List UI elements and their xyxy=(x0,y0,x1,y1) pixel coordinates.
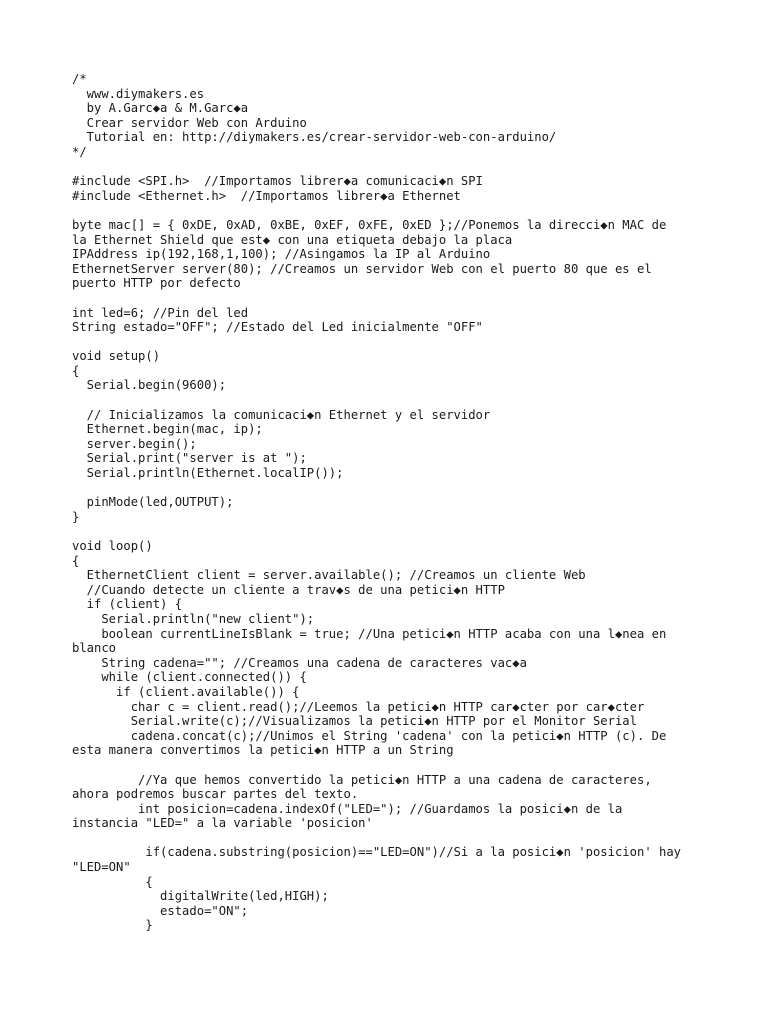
code-line: la Ethernet Shield que est◆ con una etiqueta debajo la placa xyxy=(72,232,513,247)
code-line xyxy=(72,758,696,773)
code-line: #include <SPI.h> //Importamos librer◆a comunicaci◆n SPI xyxy=(72,174,483,189)
code-line: boolean currentLineIsBlank = true; //Una petici◆n HTTP acaba con una l◆nea en xyxy=(72,626,667,641)
code-line xyxy=(72,160,696,175)
code-line: } xyxy=(72,918,153,933)
code-line: "LED=ON" xyxy=(72,860,131,875)
code-line xyxy=(72,481,696,496)
code-line: // Inicializamos la comunicaci◆n Ethernet y el servidor xyxy=(72,407,491,422)
code-line: char c = client.read();//Leemos la petici◆n HTTP car◆cter por car◆cter xyxy=(72,699,645,714)
code-line: void setup() xyxy=(72,349,161,364)
code-line: { xyxy=(72,874,153,889)
code-line: IPAddress ip(192,168,1,100); //Asingamos la IP al Arduino xyxy=(72,247,491,262)
code-line: Serial.print("server is at "); xyxy=(72,451,307,466)
code-line: digitalWrite(led,HIGH); xyxy=(72,889,329,904)
code-line: Serial.println("new client"); xyxy=(72,611,315,626)
code-line xyxy=(72,203,696,218)
code-line: by A.Garc◆a & M.Garc◆a xyxy=(72,101,249,116)
code-line xyxy=(72,524,696,539)
code-line: { xyxy=(72,553,80,568)
code-line: Tutorial en: http://diymakers.es/crear-servidor-web-con-arduino/ xyxy=(72,130,557,145)
code-line: void loop() xyxy=(72,539,153,553)
code-line: Serial.write(c);//Visualizamos la petici◆n HTTP por el Monitor Serial xyxy=(72,714,637,729)
code-line: if(cadena.substring(posicion)=="LED=ON")//Si a la posici◆n 'posicion' hay xyxy=(72,845,682,860)
code-line: Serial.begin(9600); xyxy=(72,378,227,393)
code-line: } xyxy=(72,509,80,524)
code-line: String estado="OFF"; //Estado del Led inicialmente "OFF" xyxy=(72,320,483,335)
code-line: //Cuando detecte un cliente a trav◆s de una petici◆n HTTP xyxy=(72,582,505,597)
code-line: //Ya que hemos convertido la petici◆n HTTP a una cadena de caracteres, xyxy=(72,772,652,787)
code-line xyxy=(72,393,696,408)
code-line: */ xyxy=(72,144,87,159)
code-line: estado="ON"; xyxy=(72,903,249,918)
code-line: blanco xyxy=(72,641,117,656)
code-line: esta manera convertimos la petici◆n HTTP a un String xyxy=(72,743,454,758)
code-line: EthernetServer server(80); //Creamos un servidor Web con el puerto 80 que es el xyxy=(72,261,652,276)
code-line: #include <Ethernet.h> //Importamos librer◆a Ethernet xyxy=(72,188,461,203)
code-line: while (client.connected()) { xyxy=(72,670,307,685)
code-line: Serial.println(Ethernet.localIP()); xyxy=(72,466,344,481)
code-line xyxy=(72,831,696,846)
code-line xyxy=(72,291,696,306)
code-line: pinMode(led,OUTPUT); xyxy=(72,495,234,510)
code-line: EthernetClient client = server.available(); //Creamos un cliente Web xyxy=(72,568,586,583)
code-line: server.begin(); xyxy=(72,436,197,451)
code-line: int posicion=cadena.indexOf("LED="); //Guardamos la posici◆n de la xyxy=(72,801,623,816)
code-line: Ethernet.begin(mac, ip); xyxy=(72,422,263,437)
code-line: instancia "LED=" a la variable 'posicion' xyxy=(72,816,373,831)
code-line: int led=6; //Pin del led xyxy=(72,305,249,320)
code-line: String cadena=""; //Creamos una cadena de caracteres vac◆a xyxy=(72,655,527,670)
code-line: Crear servidor Web con Arduino xyxy=(72,115,307,130)
code-line: if (client.available()) { xyxy=(72,684,300,699)
code-line: www.diymakers.es xyxy=(72,86,205,101)
code-line: { xyxy=(72,363,80,378)
code-line: /* xyxy=(72,72,87,86)
code-line: puerto HTTP por defecto xyxy=(72,276,241,291)
arduino-source-code xyxy=(72,72,696,933)
code-line: ahora podremos buscar partes del texto. xyxy=(72,787,359,802)
code-line xyxy=(72,335,696,350)
code-line: if (client) { xyxy=(72,597,183,612)
code-line: byte mac[] = { 0xDE, 0xAD, 0xBE, 0xEF, 0xFE, 0xED };//Ponemos la direcci◆n MAC de xyxy=(72,217,667,232)
code-line: cadena.concat(c);//Unimos el String 'cadena' con la petici◆n HTTP (c). De xyxy=(72,728,667,743)
